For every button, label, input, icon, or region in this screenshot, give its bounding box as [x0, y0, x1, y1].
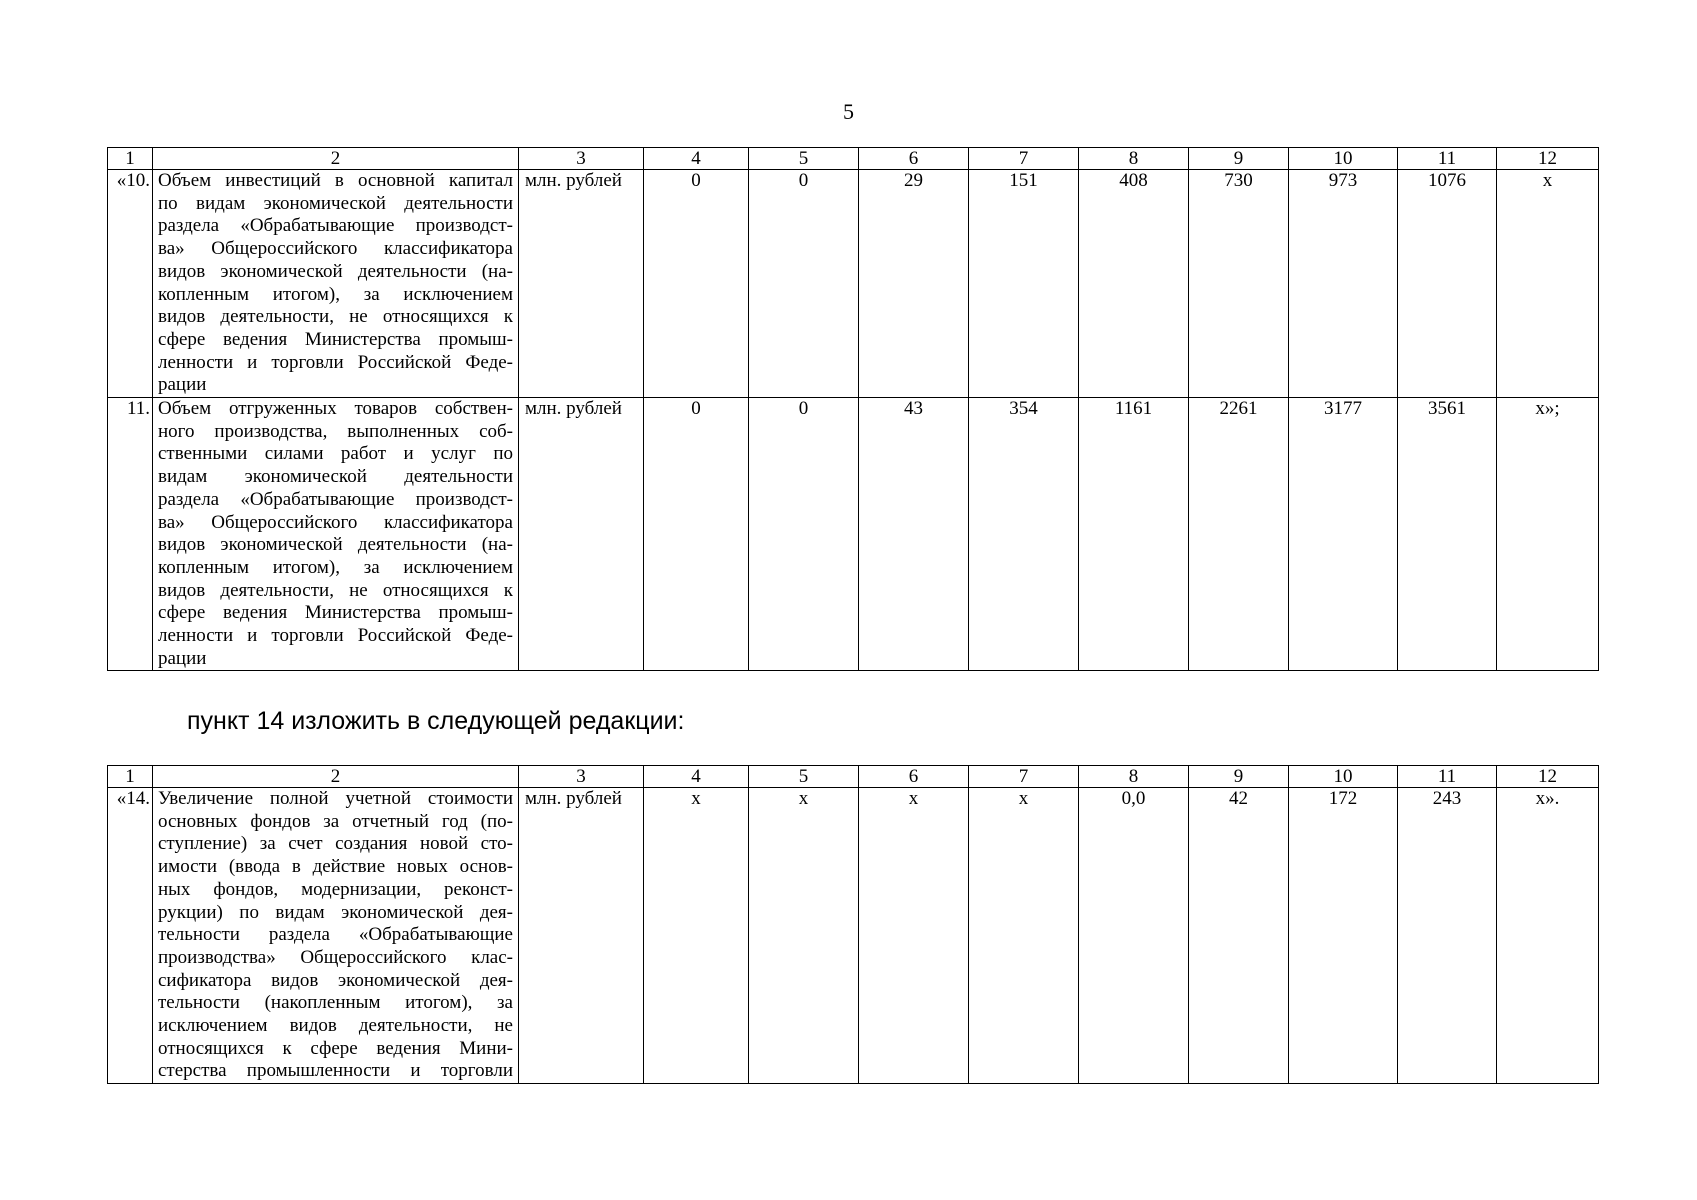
indicator-description: Объем отгруженных товаров собствен- ного производства, выполненных соб- ственными силами работ и услуг по видам экономической деятельности раздела «Обрабатывающие производст- ва» Общероссийского классификатора видов экономической деятельности (на- копленным итогом), за исключением видов деятельности, не относящихся к сфере ведения Министерства промыш- ленности и торговли Российской Феде- рации [153, 398, 519, 671]
header-cell: 9 [1189, 148, 1289, 170]
value-cell: 42 [1189, 788, 1289, 1084]
table-header-row [108, 148, 1599, 170]
value-cell: 0 [644, 398, 749, 671]
header-cell: 10 [1289, 148, 1398, 170]
header-cell: 7 [969, 766, 1079, 788]
header-cell: 12 [1497, 766, 1599, 788]
value-cell: 1161 [1079, 398, 1189, 671]
indicators-table-2 [107, 765, 1599, 1084]
header-cell: 4 [644, 766, 749, 788]
value-cell: 43 [859, 398, 969, 671]
value-cell: 0 [749, 170, 859, 398]
value-cell: 3177 [1289, 398, 1398, 671]
value-cell: 0 [644, 170, 749, 398]
row-number: «14. [108, 788, 153, 1084]
indicator-description: Увеличение полной учетной стоимости основных фондов за отчетный год (по- ступление) за счет создания новой сто- имости (ввода в действие новых основ- ных фондов, модернизации, реконст- рукции) по видам экономической дея- тельности раздела «Обрабатывающие производства» Общероссийского клас- сификатора видов экономической дея- тельности (накопленным итогом), за исключением видов деятельности, не относящихся к сфере ведения Мини- стерства промышленности и торговли [153, 788, 519, 1084]
value-cell: 29 [859, 170, 969, 398]
value-cell: 151 [969, 170, 1079, 398]
value-cell: 0,0 [1079, 788, 1189, 1084]
header-cell: 1 [108, 766, 153, 788]
header-cell: 6 [859, 148, 969, 170]
header-cell: 11 [1398, 148, 1497, 170]
col12-cell: х»; [1497, 398, 1599, 671]
header-cell: 7 [969, 148, 1079, 170]
indicator-description: Объем инвестиций в основной капитал по видам экономической деятельности раздела «Обрабатывающие производст- ва» Общероссийского классификатора видов экономической деятельности (на- копленным итогом), за исключением видов деятельности, не относящихся к сфере ведения Министерства промыш- ленности и торговли Российской Феде- рации [153, 170, 519, 398]
header-cell: 1 [108, 148, 153, 170]
col12-cell: х [1497, 170, 1599, 398]
header-cell: 4 [644, 148, 749, 170]
value-cell: 0 [749, 398, 859, 671]
value-cell: 354 [969, 398, 1079, 671]
row-number: 11. [108, 398, 153, 671]
table-row [108, 170, 1599, 398]
header-cell: 12 [1497, 148, 1599, 170]
value-cell: 172 [1289, 788, 1398, 1084]
value-cell: 3561 [1398, 398, 1497, 671]
table-row [108, 788, 1599, 1084]
value-cell: 408 [1079, 170, 1189, 398]
unit-cell: млн. рублей [519, 170, 644, 398]
header-cell: 3 [519, 766, 644, 788]
amendment-paragraph: пункт 14 изложить в следующей редакции: [187, 707, 685, 735]
table-row [108, 398, 1599, 671]
unit-cell: млн. рублей [519, 398, 644, 671]
header-cell: 8 [1079, 148, 1189, 170]
value-cell: 1076 [1398, 170, 1497, 398]
header-cell: 5 [749, 766, 859, 788]
header-cell: 6 [859, 766, 969, 788]
header-cell: 9 [1189, 766, 1289, 788]
header-cell: 2 [153, 766, 519, 788]
value-cell: х [644, 788, 749, 1084]
page-number: 5 [843, 99, 854, 124]
header-cell: 5 [749, 148, 859, 170]
header-cell: 2 [153, 148, 519, 170]
header-cell: 8 [1079, 766, 1189, 788]
value-cell: 973 [1289, 170, 1398, 398]
value-cell: 2261 [1189, 398, 1289, 671]
header-cell: 10 [1289, 766, 1398, 788]
header-cell: 11 [1398, 766, 1497, 788]
header-cell: 3 [519, 148, 644, 170]
unit-cell: млн. рублей [519, 788, 644, 1084]
value-cell: 730 [1189, 170, 1289, 398]
row-number: «10. [108, 170, 153, 398]
table-header-row [108, 766, 1599, 788]
value-cell: х [859, 788, 969, 1084]
indicators-table-1 [107, 147, 1599, 671]
value-cell: х [749, 788, 859, 1084]
value-cell: 243 [1398, 788, 1497, 1084]
col12-cell: х». [1497, 788, 1599, 1084]
value-cell: х [969, 788, 1079, 1084]
